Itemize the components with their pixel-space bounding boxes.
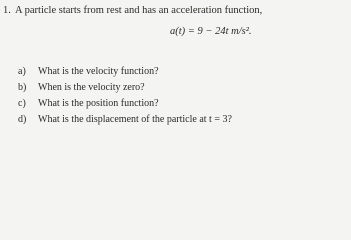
question-a [18,67,348,83]
question-letter: b) [18,82,27,93]
question-text: What is the displacement of the particle at t = 3? [38,114,232,125]
question-text: When is the velocity zero? [38,82,145,93]
question-text: What is the velocity function? [38,66,159,77]
question-letter: a) [18,66,26,77]
question-letter: c) [18,98,26,109]
question-text: What is the position function? [38,98,159,109]
problem-number: 1. [3,5,11,16]
question-letter: d) [18,114,27,125]
problem-intro: A particle starts from rest and has an acceleration function, [15,5,263,16]
question-b [18,83,348,99]
question-d [18,115,348,131]
acceleration-equation: a(t) = 9 − 24t m/s². [170,26,252,37]
question-c [18,99,348,115]
question-list [18,67,348,131]
